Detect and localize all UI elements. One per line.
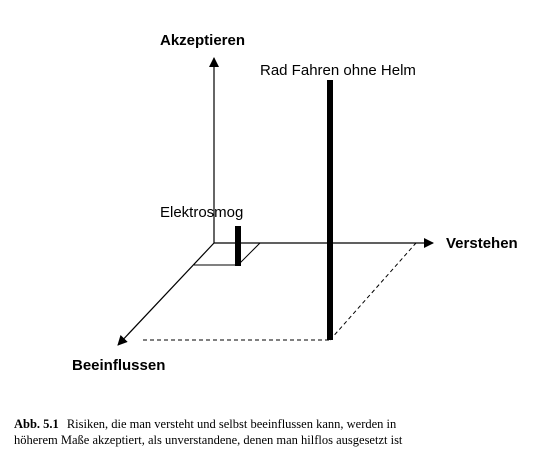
caption-line-1 <box>14 416 544 432</box>
figure-caption <box>14 416 544 448</box>
caption-line-2: höherem Maße akzeptiert, als unverstandene, denen man hilflos ausgesetzt ist <box>14 433 403 447</box>
projection-line-right <box>330 243 416 340</box>
depth-axis <box>118 243 214 345</box>
figure-number: Abb. 5.1 <box>14 417 59 431</box>
horizontal-axis-label: Verstehen <box>446 235 518 252</box>
label-rad-fahren: Rad Fahren ohne Helm <box>260 62 416 79</box>
vertical-axis-label: Akzeptieren <box>160 32 246 49</box>
elektrosmog-projection-right <box>238 243 260 265</box>
depth-axis-label: Beeinflussen <box>72 357 166 374</box>
label-elektrosmog: Elektrosmog <box>160 204 244 221</box>
caption-text-1: Risiken, die man versteht und selbst beeinflussen kann, werden in <box>66 417 397 431</box>
